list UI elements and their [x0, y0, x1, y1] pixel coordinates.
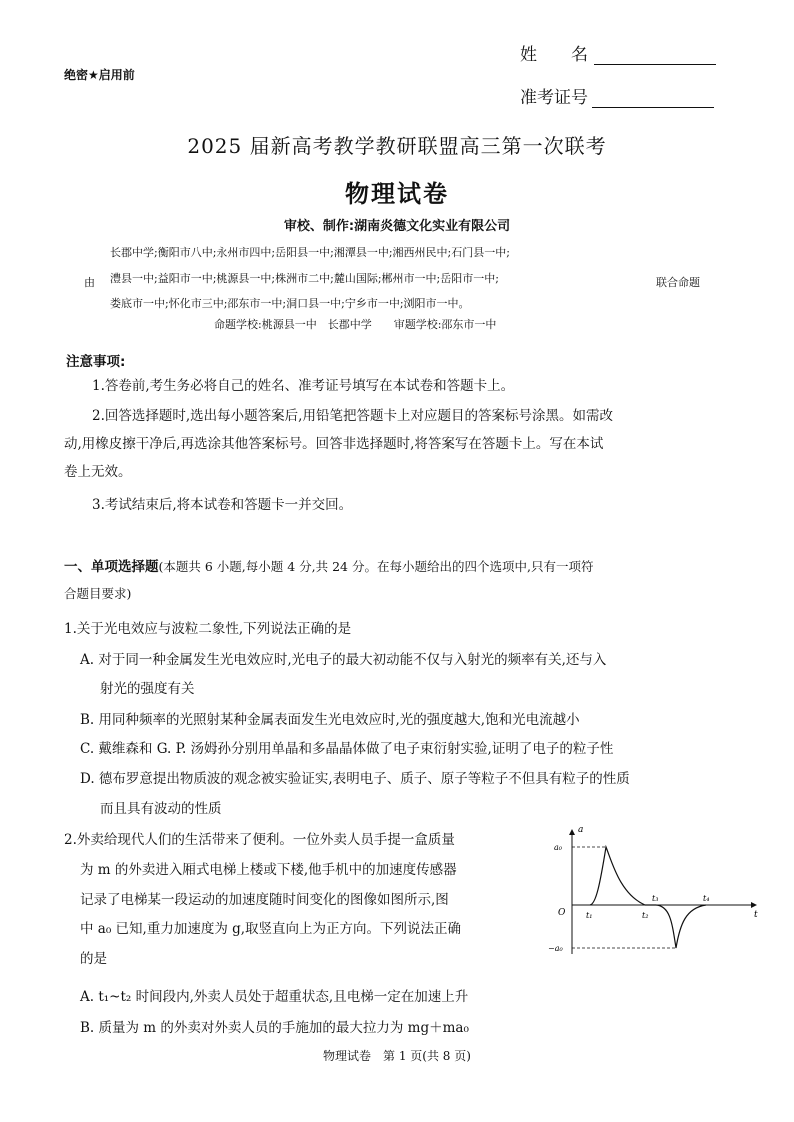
neg-a0-label: −a₀ [548, 944, 563, 953]
notes-heading: 注意事项: [66, 354, 126, 370]
a0-label: a₀ [554, 843, 562, 852]
schools-line-4: 命题学校:桃源县一中 长郡中学 审题学校:邵东市一中 [214, 318, 497, 331]
t3-label: t₃ [652, 894, 659, 903]
q2-stem-4: 中 a₀ 已知,重力加速度为 g,取竖直向上为正方向。下列说法正确 [80, 921, 462, 937]
q2-option-b: B. 质量为 m 的外卖对外卖人员的手施加的最大拉力为 mg＋ma₀ [80, 1020, 469, 1036]
subject-title: 物理试卷 [345, 180, 449, 208]
note-2-line-1: 2.回答选择题时,选出每小题答案后,用铅笔把答题卡上对应题目的答案标号涂黑。如需改 [92, 408, 613, 424]
q1-option-c: C. 戴维森和 G. P. 汤姆孙分别用单晶和多晶晶体做了电子束衍射实验,证明了电子的粒子性 [80, 741, 614, 757]
q1-option-a: A. 对于同一种金属发生光电效应时,光电子的最大初动能不仅与入射光的频率有关,还与入 [80, 652, 607, 668]
origin-label: O [558, 908, 566, 918]
q2-stem-2: 为 m 的外卖进入厢式电梯上楼或下楼,他手机中的加速度传感器 [80, 862, 457, 878]
note-2-line-2: 动,用橡皮擦干净后,再选涂其他答案标号。回答非选择题时,将答案写在答题卡上。写在本试 [64, 436, 604, 452]
name-field[interactable] [520, 40, 716, 65]
acceleration-time-graph [548, 822, 764, 960]
note-1: 1.答卷前,考生务必将自己的姓名、准考证号填写在本试卷和答题卡上。 [92, 378, 515, 394]
exam-title: 2025 届新高考教学教研联盟高三第一次联考 [187, 134, 607, 158]
t4-label: t₄ [703, 894, 710, 903]
q1-stem: 1.关于光电效应与波粒二象性,下列说法正确的是 [64, 621, 352, 637]
name-label: 姓 名 [520, 45, 588, 65]
producer-line: 审校、制作:湖南炎德文化实业有限公司 [283, 219, 511, 234]
q1-option-a-cont: 射光的强度有关 [100, 681, 195, 697]
note-2-line-3: 卷上无效。 [64, 464, 132, 480]
schools-line-1: 长郡中学;衡阳市八中;永州市四中;岳阳县一中;湘潭县一中;湘西州民中;石门县一中; [110, 246, 510, 259]
confidential-mark: 绝密★启用前 [64, 68, 135, 82]
schools-line-2: 澧县一中;益阳市一中;桃源县一中;株洲市二中;麓山国际;郴州市一中;岳阳市一中; [110, 272, 499, 285]
y-axis-label: a [578, 825, 584, 835]
q1-option-d: D. 德布罗意提出物质波的观念被实验证实,表明电子、质子、原子等粒子不但具有粒子的性质 [80, 771, 630, 787]
schools-line-3: 娄底市一中;怀化市三中;邵东市一中;洞口县一中;宁乡市一中;浏阳市一中。 [110, 297, 470, 310]
q2-stem-5: 的是 [80, 951, 107, 967]
page-footer: 物理试卷 第 1 页(共 8 页) [323, 1049, 471, 1063]
note-3: 3.考试结束后,将本试卷和答题卡一并交回。 [92, 497, 353, 513]
name-blank[interactable] [594, 46, 716, 65]
section-1-desc-2: 合题目要求) [64, 586, 132, 601]
t2-label: t₂ [642, 911, 649, 920]
q2-stem-1: 2.外卖给现代人们的生活带来了便利。一位外卖人员手提一盒质量 [64, 832, 455, 848]
schools-suffix: 联合命题 [656, 276, 700, 289]
q1-option-b: B. 用同种频率的光照射某种金属表面发生光电效应时,光的强度越大,饱和光电流越小 [80, 712, 580, 728]
schools-prefix: 由 [84, 276, 95, 289]
acceleration-curve [590, 847, 706, 948]
section-1-title: 一、单项选择题 [64, 559, 159, 575]
q2-stem-3: 记录了电梯某一段运动的加速度随时间变化的图像如图所示,图 [80, 892, 449, 908]
section-1-header [64, 556, 593, 578]
q1-option-d-cont: 而且具有波动的性质 [100, 801, 222, 817]
id-label: 准考证号 [520, 88, 588, 108]
id-field[interactable] [520, 83, 714, 108]
t1-label: t₁ [586, 911, 593, 920]
id-blank[interactable] [592, 89, 714, 108]
section-1-desc: (本题共 6 小题,每小题 4 分,共 24 分。在每小题给出的四个选项中,只有一项符 [158, 559, 594, 574]
q2-option-a: A. t₁~t₂ 时间段内,外卖人员处于超重状态,且电梯一定在加速上升 [80, 989, 469, 1005]
x-axis-label: t [754, 910, 758, 920]
